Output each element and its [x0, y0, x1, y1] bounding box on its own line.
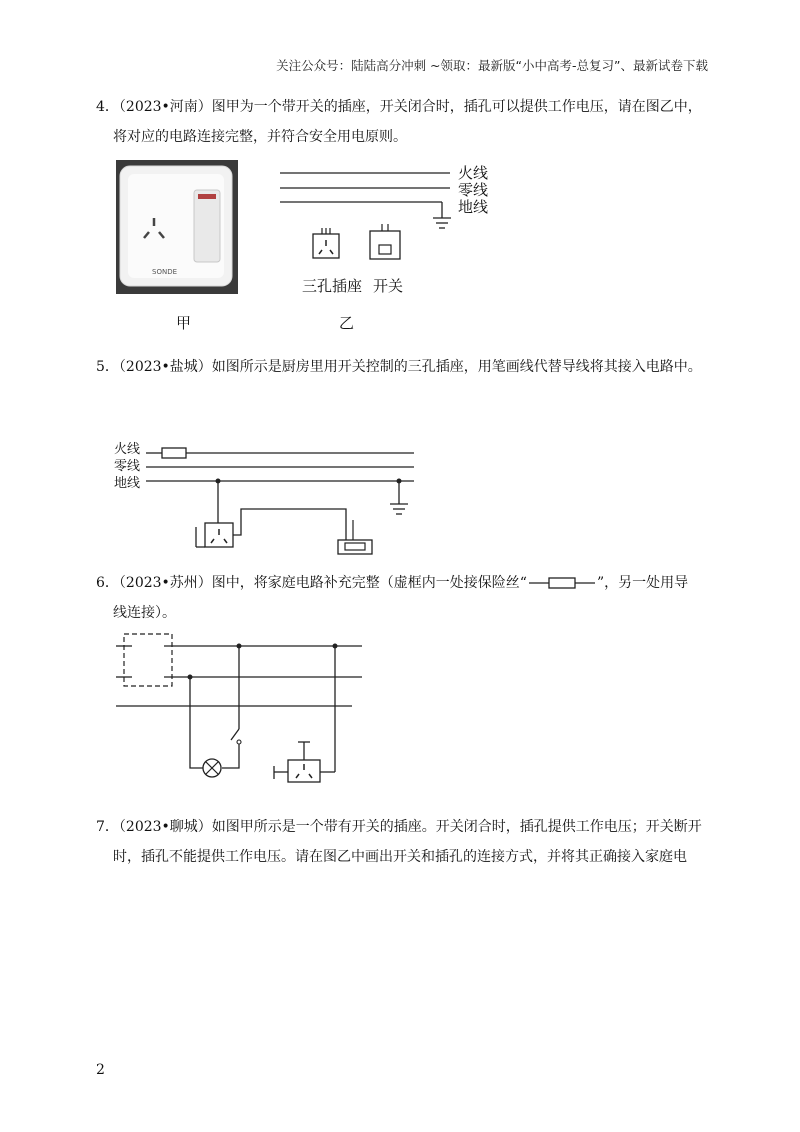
q5-ground-label: 地线: [114, 476, 141, 491]
q5-live-label: 火线: [114, 442, 141, 457]
q4-switch-label: 开关: [373, 277, 404, 295]
page-number: 2: [96, 1062, 105, 1078]
question-6-line-1-a: 6．（2023•苏州）图中，将家庭电路补充完整（虚框内一处接保险丝“: [96, 575, 527, 591]
photo-brand-text: SONDE: [152, 268, 178, 276]
q5-neutral-label: 零线: [114, 459, 141, 474]
q6-dashed-box: [124, 634, 172, 686]
question-7-line-1: 7．（2023•聊城）如图甲所示是一个带有开关的插座。开关闭合时，插孔提供工作电压；开关断开: [96, 819, 702, 835]
question-7-line-2: 时，插孔不能提供工作电压。请在图乙中画出开关和插孔的连接方式，并将其正确接入家庭电: [113, 849, 687, 865]
question-4-line-1: 4．（2023•河南）图甲为一个带开关的插座，开关闭合时，插孔可以提供工作电压，请在图乙中，: [96, 99, 702, 115]
q6-switch: [231, 729, 241, 744]
question-7-text: [96, 812, 716, 872]
q6-socket: [274, 742, 320, 782]
q6-lamp: [203, 759, 221, 777]
q4-socket-label: 三孔插座: [302, 277, 363, 295]
question-5-line-1: 5．（2023•盐城）如图所示是厨房里用开关控制的三孔插座，用笔画线代替导线将其接入电路中。: [96, 359, 702, 375]
question-6-line-1-b: ”，另一处用导: [596, 575, 689, 591]
page-header: 关注公众号：陆陆高分冲刺 ~领取：最新版“小中高考-总复习”、最新试卷下载: [276, 58, 708, 73]
q4-neutral-label: 零线: [458, 181, 489, 199]
q4-live-label: 火线: [458, 164, 489, 182]
question-4-line-2: 将对应的电路连接完整，并符合安全用电原则。: [113, 129, 407, 145]
figure-a-caption: 甲: [176, 314, 192, 332]
figure-b-caption: 乙: [339, 314, 355, 332]
question-6-line-2: 线连接）。: [113, 605, 176, 621]
q4-ground-label: 地线: [458, 198, 489, 216]
